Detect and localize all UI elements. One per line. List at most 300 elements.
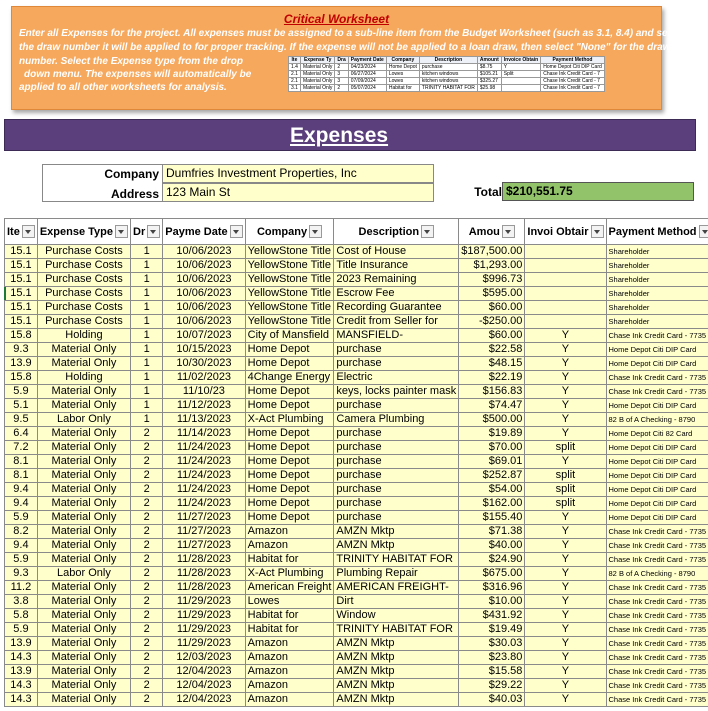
- cell-payment-method[interactable]: Home Depot Citi DIP Card: [606, 343, 708, 357]
- cell-expense-type[interactable]: Purchase Costs: [37, 315, 130, 329]
- cell-payment-method[interactable]: Chase Ink Credit Card - 7735: [606, 525, 708, 539]
- cell-item[interactable]: 14.3: [5, 679, 38, 693]
- filter-dropdown-icon[interactable]: [421, 225, 434, 238]
- cell-company[interactable]: YellowStone Title: [245, 245, 334, 259]
- cell-payment-method[interactable]: Home Depot Citi DIP Card: [606, 497, 708, 511]
- cell-item[interactable]: 15.8: [5, 329, 38, 343]
- cell-draw[interactable]: 1: [131, 259, 163, 273]
- cell-amount[interactable]: $15.58: [459, 665, 525, 679]
- cell-payment-method[interactable]: Chase Ink Credit Card - 7735: [606, 371, 708, 385]
- cell-description[interactable]: AMZN Mktp: [334, 637, 459, 651]
- cell-invoice-obtained[interactable]: Y: [525, 385, 606, 399]
- cell-company[interactable]: Amazon: [245, 651, 334, 665]
- cell-item[interactable]: 15.8: [5, 371, 38, 385]
- cell-payment-date[interactable]: 10/06/2023: [163, 287, 245, 301]
- cell-amount[interactable]: $22.58: [459, 343, 525, 357]
- cell-description[interactable]: purchase: [334, 455, 459, 469]
- cell-item[interactable]: 13.9: [5, 357, 38, 371]
- cell-description[interactable]: MANSFIELD-: [334, 329, 459, 343]
- cell-payment-method[interactable]: Chase Ink Credit Card - 7735: [606, 693, 708, 707]
- cell-amount[interactable]: $595.00: [459, 287, 525, 301]
- cell-expense-type[interactable]: Material Only: [37, 651, 130, 665]
- cell-company[interactable]: Habitat for: [245, 623, 334, 637]
- cell-payment-method[interactable]: Chase Ink Credit Card - 7735: [606, 553, 708, 567]
- cell-payment-date[interactable]: 10/07/2023: [163, 329, 245, 343]
- cell-draw[interactable]: 2: [131, 455, 163, 469]
- cell-company[interactable]: Home Depot: [245, 357, 334, 371]
- cell-amount[interactable]: $30.03: [459, 637, 525, 651]
- cell-item[interactable]: 15.1: [5, 301, 38, 315]
- cell-expense-type[interactable]: Material Only: [37, 469, 130, 483]
- cell-payment-date[interactable]: 11/14/2023: [163, 427, 245, 441]
- cell-amount[interactable]: $19.49: [459, 623, 525, 637]
- header-invoice-obtained[interactable]: [525, 219, 606, 245]
- filter-dropdown-icon[interactable]: [502, 225, 515, 238]
- cell-payment-method[interactable]: Home Depot Citi DIP Card: [606, 357, 708, 371]
- cell-item[interactable]: 5.9: [5, 553, 38, 567]
- header-expense-type[interactable]: [37, 219, 130, 245]
- cell-amount[interactable]: $60.00: [459, 301, 525, 315]
- header-amount[interactable]: [459, 219, 525, 245]
- cell-company[interactable]: YellowStone Title: [245, 259, 334, 273]
- cell-invoice-obtained[interactable]: [525, 301, 606, 315]
- cell-invoice-obtained[interactable]: Y: [525, 595, 606, 609]
- cell-draw[interactable]: 2: [131, 497, 163, 511]
- cell-description[interactable]: Escrow Fee: [334, 287, 459, 301]
- cell-invoice-obtained[interactable]: [525, 245, 606, 259]
- cell-item[interactable]: 8.1: [5, 469, 38, 483]
- cell-draw[interactable]: 2: [131, 637, 163, 651]
- cell-payment-method[interactable]: Chase Ink Credit Card - 7735: [606, 637, 708, 651]
- cell-expense-type[interactable]: Material Only: [37, 679, 130, 693]
- cell-expense-type[interactable]: Material Only: [37, 483, 130, 497]
- cell-payment-method[interactable]: Home Depot Citi DIP Card: [606, 483, 708, 497]
- cell-invoice-obtained[interactable]: [525, 259, 606, 273]
- cell-item[interactable]: 15.1: [5, 315, 38, 329]
- cell-item[interactable]: 7.2: [5, 441, 38, 455]
- cell-company[interactable]: City of Mansfield: [245, 329, 334, 343]
- cell-amount[interactable]: $60.00: [459, 329, 525, 343]
- cell-company[interactable]: Amazon: [245, 679, 334, 693]
- cell-draw[interactable]: 1: [131, 301, 163, 315]
- cell-payment-date[interactable]: 11/24/2023: [163, 497, 245, 511]
- cell-description[interactable]: purchase: [334, 441, 459, 455]
- cell-payment-method[interactable]: Chase Ink Credit Card - 7735: [606, 623, 708, 637]
- cell-company[interactable]: Home Depot: [245, 399, 334, 413]
- cell-company[interactable]: Habitat for: [245, 553, 334, 567]
- cell-invoice-obtained[interactable]: Y: [525, 525, 606, 539]
- cell-description[interactable]: purchase: [334, 511, 459, 525]
- cell-amount[interactable]: $71.38: [459, 525, 525, 539]
- cell-company[interactable]: Home Depot: [245, 343, 334, 357]
- cell-payment-method[interactable]: Home Depot Citi DIP Card: [606, 399, 708, 413]
- cell-payment-method[interactable]: Home Depot Citi DIP Card: [606, 455, 708, 469]
- cell-payment-date[interactable]: 11/12/2023: [163, 399, 245, 413]
- cell-expense-type[interactable]: Purchase Costs: [37, 259, 130, 273]
- cell-payment-method[interactable]: Shareholder: [606, 245, 708, 259]
- cell-invoice-obtained[interactable]: Y: [525, 637, 606, 651]
- cell-description[interactable]: TRINITY HABITAT FOR: [334, 623, 459, 637]
- cell-item[interactable]: 8.1: [5, 455, 38, 469]
- header-description[interactable]: [334, 219, 459, 245]
- cell-payment-method[interactable]: 82 B of A Checking - 8790: [606, 567, 708, 581]
- cell-expense-type[interactable]: Labor Only: [37, 413, 130, 427]
- cell-company[interactable]: Amazon: [245, 539, 334, 553]
- cell-payment-date[interactable]: 11/29/2023: [163, 595, 245, 609]
- header-item[interactable]: [5, 219, 38, 245]
- cell-item[interactable]: 3.8: [5, 595, 38, 609]
- cell-amount[interactable]: $162.00: [459, 497, 525, 511]
- cell-amount[interactable]: $500.00: [459, 413, 525, 427]
- cell-draw[interactable]: 2: [131, 553, 163, 567]
- cell-payment-method[interactable]: Chase Ink Credit Card - 7735: [606, 595, 708, 609]
- cell-item[interactable]: 13.9: [5, 637, 38, 651]
- cell-payment-date[interactable]: 11/27/2023: [163, 511, 245, 525]
- cell-amount[interactable]: $156.83: [459, 385, 525, 399]
- cell-item[interactable]: 9.4: [5, 483, 38, 497]
- header-payment-method[interactable]: [606, 219, 708, 245]
- cell-invoice-obtained[interactable]: Y: [525, 679, 606, 693]
- cell-payment-date[interactable]: 11/10/23: [163, 385, 245, 399]
- cell-draw[interactable]: 2: [131, 511, 163, 525]
- cell-invoice-obtained[interactable]: Y: [525, 413, 606, 427]
- cell-item[interactable]: 5.9: [5, 385, 38, 399]
- cell-invoice-obtained[interactable]: split: [525, 483, 606, 497]
- cell-expense-type[interactable]: Purchase Costs: [37, 273, 130, 287]
- cell-invoice-obtained[interactable]: Y: [525, 399, 606, 413]
- cell-description[interactable]: Plumbing Repair: [334, 567, 459, 581]
- cell-payment-method[interactable]: Chase Ink Credit Card - 7735: [606, 539, 708, 553]
- cell-expense-type[interactable]: Material Only: [37, 455, 130, 469]
- cell-invoice-obtained[interactable]: Y: [525, 343, 606, 357]
- cell-amount[interactable]: $74.47: [459, 399, 525, 413]
- cell-company[interactable]: Home Depot: [245, 427, 334, 441]
- cell-draw[interactable]: 1: [131, 287, 163, 301]
- cell-item[interactable]: 15.1: [5, 245, 38, 259]
- cell-item[interactable]: 5.9: [5, 511, 38, 525]
- cell-invoice-obtained[interactable]: Y: [525, 371, 606, 385]
- cell-item[interactable]: 14.3: [5, 693, 38, 707]
- cell-payment-method[interactable]: Home Depot Citi DIP Card: [606, 511, 708, 525]
- cell-amount[interactable]: $252.87: [459, 469, 525, 483]
- cell-description[interactable]: AMZN Mktp: [334, 651, 459, 665]
- cell-invoice-obtained[interactable]: split: [525, 441, 606, 455]
- cell-draw[interactable]: 2: [131, 693, 163, 707]
- cell-item[interactable]: 14.3: [5, 651, 38, 665]
- cell-draw[interactable]: 2: [131, 441, 163, 455]
- cell-expense-type[interactable]: Holding: [37, 371, 130, 385]
- cell-draw[interactable]: 2: [131, 427, 163, 441]
- cell-invoice-obtained[interactable]: Y: [525, 581, 606, 595]
- cell-expense-type[interactable]: Holding: [37, 329, 130, 343]
- cell-company[interactable]: YellowStone Title: [245, 287, 334, 301]
- cell-payment-date[interactable]: 10/06/2023: [163, 273, 245, 287]
- cell-payment-method[interactable]: Shareholder: [606, 259, 708, 273]
- cell-company[interactable]: Amazon: [245, 525, 334, 539]
- cell-description[interactable]: AMZN Mktp: [334, 525, 459, 539]
- cell-expense-type[interactable]: Material Only: [37, 665, 130, 679]
- header-payment-date[interactable]: [163, 219, 245, 245]
- cell-company[interactable]: X-Act Plumbing: [245, 413, 334, 427]
- cell-amount[interactable]: $70.00: [459, 441, 525, 455]
- cell-invoice-obtained[interactable]: split: [525, 497, 606, 511]
- cell-description[interactable]: Window: [334, 609, 459, 623]
- cell-payment-date[interactable]: 11/27/2023: [163, 539, 245, 553]
- cell-payment-method[interactable]: Shareholder: [606, 273, 708, 287]
- cell-expense-type[interactable]: Material Only: [37, 595, 130, 609]
- cell-company[interactable]: YellowStone Title: [245, 315, 334, 329]
- cell-expense-type[interactable]: Material Only: [37, 427, 130, 441]
- cell-payment-date[interactable]: 11/24/2023: [163, 469, 245, 483]
- cell-expense-type[interactable]: Material Only: [37, 539, 130, 553]
- cell-description[interactable]: TRINITY HABITAT FOR: [334, 553, 459, 567]
- cell-payment-method[interactable]: Shareholder: [606, 301, 708, 315]
- cell-payment-date[interactable]: 11/24/2023: [163, 483, 245, 497]
- header-company[interactable]: [245, 219, 334, 245]
- cell-expense-type[interactable]: Material Only: [37, 357, 130, 371]
- cell-description[interactable]: AMZN Mktp: [334, 679, 459, 693]
- cell-payment-date[interactable]: 12/04/2023: [163, 693, 245, 707]
- cell-amount[interactable]: $54.00: [459, 483, 525, 497]
- cell-description[interactable]: keys, locks painter mask: [334, 385, 459, 399]
- cell-expense-type[interactable]: Purchase Costs: [37, 245, 130, 259]
- cell-invoice-obtained[interactable]: [525, 273, 606, 287]
- cell-invoice-obtained[interactable]: [525, 315, 606, 329]
- cell-payment-method[interactable]: 82 B of A Checking - 8790: [606, 413, 708, 427]
- cell-payment-date[interactable]: 10/06/2023: [163, 259, 245, 273]
- cell-payment-date[interactable]: 12/04/2023: [163, 679, 245, 693]
- cell-draw[interactable]: 1: [131, 357, 163, 371]
- cell-payment-date[interactable]: 11/27/2023: [163, 525, 245, 539]
- cell-description[interactable]: AMZN Mktp: [334, 693, 459, 707]
- cell-amount[interactable]: $431.92: [459, 609, 525, 623]
- filter-dropdown-icon[interactable]: [591, 225, 604, 238]
- cell-company[interactable]: American Freight: [245, 581, 334, 595]
- cell-company[interactable]: Home Depot: [245, 441, 334, 455]
- cell-expense-type[interactable]: Labor Only: [37, 567, 130, 581]
- cell-draw[interactable]: 1: [131, 329, 163, 343]
- cell-invoice-obtained[interactable]: Y: [525, 609, 606, 623]
- address-field[interactable]: 123 Main St: [162, 183, 434, 202]
- cell-draw[interactable]: 1: [131, 399, 163, 413]
- cell-amount[interactable]: $22.19: [459, 371, 525, 385]
- cell-description[interactable]: Recording Guarantee: [334, 301, 459, 315]
- filter-dropdown-icon[interactable]: [699, 225, 708, 238]
- cell-payment-method[interactable]: Chase Ink Credit Card - 7735: [606, 385, 708, 399]
- cell-company[interactable]: Home Depot: [245, 497, 334, 511]
- cell-payment-date[interactable]: 11/24/2023: [163, 441, 245, 455]
- cell-company[interactable]: Lowes: [245, 595, 334, 609]
- cell-expense-type[interactable]: Material Only: [37, 553, 130, 567]
- cell-amount[interactable]: $48.15: [459, 357, 525, 371]
- cell-invoice-obtained[interactable]: Y: [525, 539, 606, 553]
- cell-expense-type[interactable]: Material Only: [37, 511, 130, 525]
- filter-dropdown-icon[interactable]: [115, 225, 128, 238]
- cell-payment-date[interactable]: 11/02/2023: [163, 371, 245, 385]
- cell-invoice-obtained[interactable]: Y: [525, 329, 606, 343]
- cell-item[interactable]: 6.4: [5, 427, 38, 441]
- cell-draw[interactable]: 1: [131, 385, 163, 399]
- cell-draw[interactable]: 2: [131, 581, 163, 595]
- cell-invoice-obtained[interactable]: Y: [525, 357, 606, 371]
- cell-item[interactable]: 9.3: [5, 567, 38, 581]
- cell-payment-method[interactable]: Home Depot Citi DIP Card: [606, 469, 708, 483]
- cell-amount[interactable]: $40.03: [459, 693, 525, 707]
- cell-payment-date[interactable]: 11/29/2023: [163, 609, 245, 623]
- cell-description[interactable]: purchase: [334, 427, 459, 441]
- cell-expense-type[interactable]: Material Only: [37, 693, 130, 707]
- cell-description[interactable]: Dirt: [334, 595, 459, 609]
- cell-amount[interactable]: $187,500.00: [459, 245, 525, 259]
- cell-expense-type[interactable]: Material Only: [37, 441, 130, 455]
- cell-description[interactable]: Camera Plumbing: [334, 413, 459, 427]
- cell-amount[interactable]: $40.00: [459, 539, 525, 553]
- cell-expense-type[interactable]: Material Only: [37, 623, 130, 637]
- cell-payment-method[interactable]: Chase Ink Credit Card - 7735: [606, 651, 708, 665]
- cell-payment-date[interactable]: 10/30/2023: [163, 357, 245, 371]
- cell-description[interactable]: purchase: [334, 469, 459, 483]
- filter-dropdown-icon[interactable]: [147, 225, 160, 238]
- cell-invoice-obtained[interactable]: Y: [525, 455, 606, 469]
- cell-invoice-obtained[interactable]: Y: [525, 427, 606, 441]
- cell-draw[interactable]: 1: [131, 343, 163, 357]
- cell-draw[interactable]: 2: [131, 539, 163, 553]
- cell-payment-method[interactable]: Chase Ink Credit Card - 7735: [606, 679, 708, 693]
- cell-expense-type[interactable]: Material Only: [37, 581, 130, 595]
- cell-payment-date[interactable]: 10/06/2023: [163, 315, 245, 329]
- cell-payment-date[interactable]: 11/28/2023: [163, 567, 245, 581]
- cell-item[interactable]: 9.4: [5, 539, 38, 553]
- cell-draw[interactable]: 1: [131, 245, 163, 259]
- cell-item[interactable]: 8.2: [5, 525, 38, 539]
- cell-expense-type[interactable]: Material Only: [37, 525, 130, 539]
- cell-description[interactable]: AMZN Mktp: [334, 539, 459, 553]
- cell-description[interactable]: 2023 Remaining: [334, 273, 459, 287]
- cell-payment-method[interactable]: Chase Ink Credit Card - 7735: [606, 665, 708, 679]
- cell-draw[interactable]: 2: [131, 469, 163, 483]
- cell-amount[interactable]: -$250.00: [459, 315, 525, 329]
- cell-invoice-obtained[interactable]: Y: [525, 511, 606, 525]
- cell-draw[interactable]: 1: [131, 273, 163, 287]
- cell-company[interactable]: X-Act Plumbing: [245, 567, 334, 581]
- cell-company[interactable]: Home Depot: [245, 385, 334, 399]
- cell-description[interactable]: purchase: [334, 343, 459, 357]
- cell-invoice-obtained[interactable]: [525, 287, 606, 301]
- cell-amount[interactable]: $10.00: [459, 595, 525, 609]
- cell-company[interactable]: Habitat for: [245, 609, 334, 623]
- cell-item[interactable]: 9.5: [5, 413, 38, 427]
- cell-expense-type[interactable]: Material Only: [37, 399, 130, 413]
- cell-payment-date[interactable]: 11/29/2023: [163, 623, 245, 637]
- cell-payment-date[interactable]: 11/24/2023: [163, 455, 245, 469]
- cell-payment-date[interactable]: 11/28/2023: [163, 553, 245, 567]
- cell-company[interactable]: Home Depot: [245, 455, 334, 469]
- cell-invoice-obtained[interactable]: Y: [525, 665, 606, 679]
- cell-expense-type[interactable]: Material Only: [37, 385, 130, 399]
- cell-company[interactable]: Home Depot: [245, 483, 334, 497]
- cell-item[interactable]: 15.1: [5, 273, 38, 287]
- cell-item[interactable]: 5.8: [5, 609, 38, 623]
- cell-payment-method[interactable]: Chase Ink Credit Card - 7735: [606, 609, 708, 623]
- cell-payment-date[interactable]: 11/28/2023: [163, 581, 245, 595]
- cell-invoice-obtained[interactable]: Y: [525, 651, 606, 665]
- cell-amount[interactable]: $24.90: [459, 553, 525, 567]
- cell-company[interactable]: Home Depot: [245, 511, 334, 525]
- cell-draw[interactable]: 2: [131, 483, 163, 497]
- cell-payment-date[interactable]: 12/04/2023: [163, 665, 245, 679]
- cell-company[interactable]: Amazon: [245, 637, 334, 651]
- cell-item[interactable]: 15.1: [5, 287, 38, 301]
- cell-payment-date[interactable]: 11/13/2023: [163, 413, 245, 427]
- filter-dropdown-icon[interactable]: [22, 225, 35, 238]
- cell-description[interactable]: Title Insurance: [334, 259, 459, 273]
- cell-item[interactable]: 15.1: [5, 259, 38, 273]
- cell-amount[interactable]: $996.73: [459, 273, 525, 287]
- cell-amount[interactable]: $675.00: [459, 567, 525, 581]
- cell-company[interactable]: Home Depot: [245, 469, 334, 483]
- cell-invoice-obtained[interactable]: Y: [525, 553, 606, 567]
- cell-expense-type[interactable]: Material Only: [37, 497, 130, 511]
- cell-draw[interactable]: 2: [131, 595, 163, 609]
- cell-amount[interactable]: $316.96: [459, 581, 525, 595]
- cell-payment-method[interactable]: Chase Ink Credit Card - 7735: [606, 581, 708, 595]
- cell-draw[interactable]: 2: [131, 665, 163, 679]
- cell-description[interactable]: purchase: [334, 399, 459, 413]
- cell-draw[interactable]: 2: [131, 609, 163, 623]
- cell-payment-method[interactable]: Shareholder: [606, 315, 708, 329]
- cell-draw[interactable]: 1: [131, 371, 163, 385]
- cell-invoice-obtained[interactable]: Y: [525, 693, 606, 707]
- cell-item[interactable]: 9.3: [5, 343, 38, 357]
- cell-expense-type[interactable]: Material Only: [37, 343, 130, 357]
- cell-expense-type[interactable]: Material Only: [37, 609, 130, 623]
- cell-payment-date[interactable]: 10/06/2023: [163, 245, 245, 259]
- cell-amount[interactable]: $155.40: [459, 511, 525, 525]
- cell-invoice-obtained[interactable]: Y: [525, 567, 606, 581]
- cell-item[interactable]: 11.2: [5, 581, 38, 595]
- cell-payment-method[interactable]: Home Depot Citi 82 Card: [606, 427, 708, 441]
- cell-amount[interactable]: $29.22: [459, 679, 525, 693]
- cell-invoice-obtained[interactable]: split: [525, 469, 606, 483]
- cell-company[interactable]: Amazon: [245, 693, 334, 707]
- cell-expense-type[interactable]: Material Only: [37, 637, 130, 651]
- cell-payment-date[interactable]: 11/29/2023: [163, 637, 245, 651]
- cell-item[interactable]: 5.9: [5, 623, 38, 637]
- cell-description[interactable]: Electric: [334, 371, 459, 385]
- cell-draw[interactable]: 2: [131, 623, 163, 637]
- cell-draw[interactable]: 1: [131, 413, 163, 427]
- cell-description[interactable]: purchase: [334, 497, 459, 511]
- filter-dropdown-icon[interactable]: [230, 225, 243, 238]
- cell-amount[interactable]: $19.89: [459, 427, 525, 441]
- cell-payment-method[interactable]: Shareholder: [606, 287, 708, 301]
- cell-amount[interactable]: $23.80: [459, 651, 525, 665]
- cell-company[interactable]: 4Change Energy: [245, 371, 334, 385]
- cell-description[interactable]: purchase: [334, 483, 459, 497]
- company-field[interactable]: Dumfries Investment Properties, Inc: [162, 164, 434, 183]
- cell-description[interactable]: Credit from Seller for: [334, 315, 459, 329]
- cell-description[interactable]: purchase: [334, 357, 459, 371]
- cell-draw[interactable]: 1: [131, 315, 163, 329]
- cell-draw[interactable]: 2: [131, 525, 163, 539]
- cell-description[interactable]: AMZN Mktp: [334, 665, 459, 679]
- cell-amount[interactable]: $1,293.00: [459, 259, 525, 273]
- cell-description[interactable]: AMERICAN FREIGHT-: [334, 581, 459, 595]
- cell-draw[interactable]: 2: [131, 651, 163, 665]
- cell-draw[interactable]: 2: [131, 567, 163, 581]
- filter-dropdown-icon[interactable]: [309, 225, 322, 238]
- cell-expense-type[interactable]: Purchase Costs: [37, 287, 130, 301]
